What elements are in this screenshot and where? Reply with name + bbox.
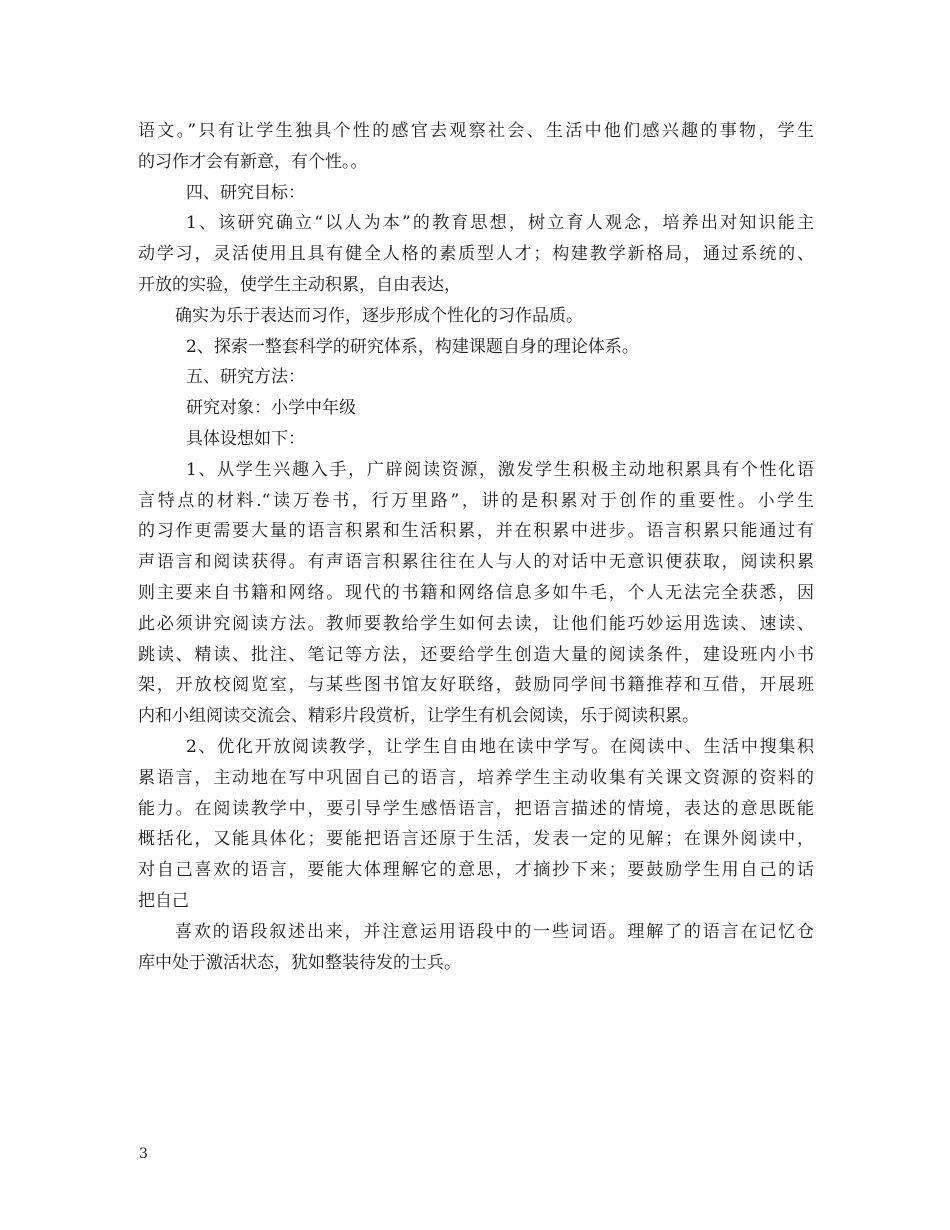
text-line: 库中处于激活状态，犹如整装待发的士兵。 xyxy=(138,952,461,973)
text-line: 语文。”只有让学生独具个性的感官去观察社会、生活中他们感兴趣的事物，学生 xyxy=(138,121,814,141)
text-line: 言特点的材料.“读万卷书，行万里路”，讲的是积累对于创作的重要性。小学生 xyxy=(138,490,814,511)
text-line: 研究对象：小学中年级 xyxy=(186,398,356,419)
text-line: 的习作更需要大量的语言积累和生活积累，并在积累中进步。语言积累只能通过有 xyxy=(138,521,814,542)
text-line: 概括化，又能具体化；要能把语言还原于生活，发表一定的见解；在课外阅读中， xyxy=(138,829,814,850)
text-line: 声语言和阅读获得。有声语言积累往往在人与人的对话中无意识便获取，阅读积累 xyxy=(138,552,814,573)
page-number: 3 xyxy=(139,1146,148,1162)
text-line: 架，开放校阅览室，与某些图书馆友好联络，鼓励同学间书籍推荐和互借，开展班 xyxy=(138,675,814,696)
text-line: 累语言，主动地在写中巩固自己的语言，培养学生主动收集有关课文资源的资料的 xyxy=(138,767,814,788)
text-line: 确实为乐于表达而习作，逐步形成个性化的习作品质。 xyxy=(175,305,583,326)
text-line: 的习作才会有新意，有个性。。 xyxy=(138,151,368,172)
text-line: 内和小组阅读交流会、精彩片段赏析，让学生有机会阅读，乐于阅读积累。 xyxy=(138,706,699,727)
body-text xyxy=(138,116,814,978)
text-line: 2、优化开放阅读教学，让学生自由地在读中学写。在阅读中、生活中搜集积 xyxy=(186,736,814,757)
text-line: 能力。在阅读教学中，要引导学生感悟语言，把语言描述的情境，表达的意思既能 xyxy=(138,798,814,819)
text-line: 则主要来自书籍和网络。现代的书籍和网络信息多如牛毛，个人无法完全获悉，因 xyxy=(138,582,814,603)
text-line: 2、探索一整套科学的研究体系，构建课题自身的理论体系。 xyxy=(186,336,639,357)
text-line: 把自己 xyxy=(138,890,189,911)
text-line: 具体设想如下： xyxy=(186,428,305,449)
section-heading-goals: 四、研究目标： xyxy=(186,182,305,203)
text-line: 跳读、精读、批注、笔记等方法，还要给学生创造大量的阅读条件，建设班内小书 xyxy=(138,644,814,665)
section-heading-methods: 五、研究方法： xyxy=(186,367,305,388)
text-line: 动学习，灵活使用且具有健全人格的素质型人才；构建教学新格局，通过系统的、 xyxy=(138,244,814,265)
text-line: 1、该研究确立“以人为本”的教育思想，树立育人观念，培养出对知识能主 xyxy=(186,213,814,234)
text-line: 喜欢的语段叙述出来，并注意运用语段中的一些词语。理解了的语言在记忆仓 xyxy=(175,921,814,942)
text-line: 此必须讲究阅读方法。教师要教给学生如何去读，让他们能巧妙运用选读、速读、 xyxy=(138,613,814,634)
text-line: 1、从学生兴趣入手，广辟阅读资源，激发学生积极主动地积累具有个性化语 xyxy=(186,459,814,480)
text-line: 开放的实验，使学生主动积累，自由表达， xyxy=(138,274,461,295)
text-line: 对自己喜欢的语言，要能大体理解它的意思，才摘抄下来；要鼓励学生用自己的话 xyxy=(138,860,814,881)
